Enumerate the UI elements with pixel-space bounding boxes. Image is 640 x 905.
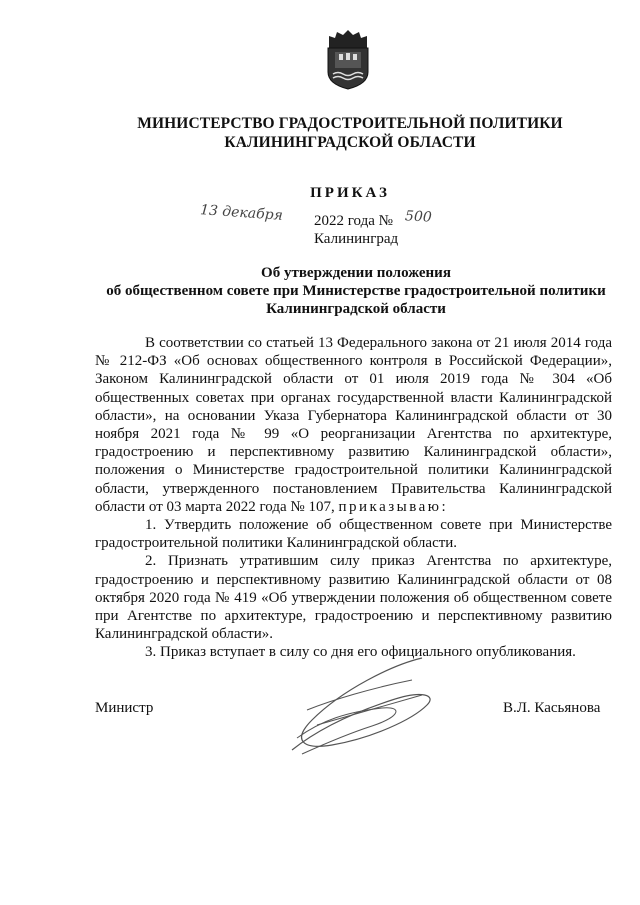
document-body <box>95 334 612 662</box>
doc-title-line-3: Калининградской области <box>266 301 446 317</box>
ministry-name <box>0 114 640 152</box>
signer-position: Министр <box>95 700 154 716</box>
order-title: ПРИКАЗ <box>310 185 390 201</box>
preamble-text: В соответствии со статьей 13 Федерального закона от 21 июля 2014 года № 212-ФЗ «Об основах общественного контроля в Российской Федерации», Законом Калининградской области от 01 июля 2019 года № 304 «Об общественных советах при органах государственной власти Калининградской области», на основании Указа Губернатора Калининградской области от 30 ноября 2021 года № 99 «О реорганизации Агентства по архитектуре, градостроению и перспективному развитию Калининградской области», положения о Министерстве градостроительной политики Калининградской области, утвержденного постановлением Правительства Калининградской области от 03 марта 2022 года № 107, <box>95 335 612 515</box>
preamble-paragraph <box>95 334 612 516</box>
handwritten-number: 500 <box>404 208 433 226</box>
ministry-line-2: КАЛИНИНГРАДСКОЙ ОБЛАСТИ <box>224 134 476 151</box>
signer-name: В.Л. Касьянова <box>503 700 601 716</box>
order-date-printed: 2022 года № <box>314 213 393 229</box>
coat-of-arms-icon <box>323 28 373 90</box>
doc-title-line-2: об общественном совете при Министерстве градостроительной политики <box>106 283 606 299</box>
city: Калининград <box>314 231 399 247</box>
document-title <box>0 264 640 318</box>
item-2: 2. Признать утратившим силу приказ Агентства по архитектуре, градостроению и перспективному развитию Калининградской области от 08 октября 2020 года № 419 «Об утверждении положения об общественном совете при Агентстве по архитектуре, градостроению и перспективному развитию Калининградской области». <box>95 553 612 643</box>
item-1: 1. Утвердить положение об общественном совете при Министерстве градостроительной политики Калининградской области. <box>95 517 612 552</box>
item-3: 3. Приказ вступает в силу со дня его официального опубликования. <box>145 644 576 661</box>
handwritten-signature <box>272 650 442 760</box>
handwritten-date: 13 декабря <box>199 202 284 224</box>
order-word: приказываю: <box>338 498 449 515</box>
ministry-line-1: МИНИСТЕРСТВО ГРАДОСТРОИТЕЛЬНОЙ ПОЛИТИКИ <box>137 115 563 132</box>
doc-title-line-1: Об утверждении положения <box>261 265 451 281</box>
